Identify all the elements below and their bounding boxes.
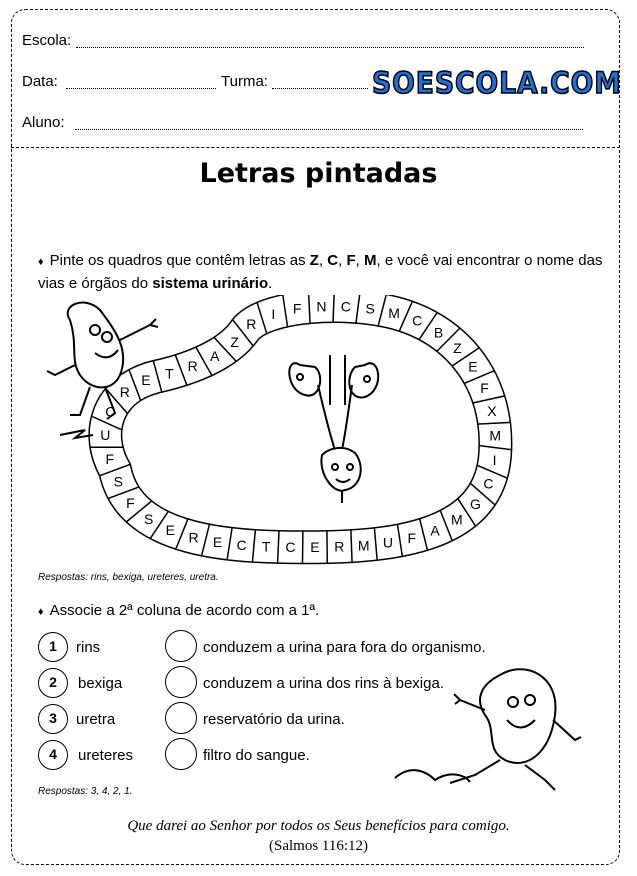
page-title: Letras pintadas — [199, 158, 438, 189]
track-letter[interactable]: E — [212, 534, 223, 551]
track-letter[interactable]: S — [365, 300, 375, 317]
answer-circle-2[interactable] — [165, 666, 197, 698]
urinary-system-drawing-icon — [289, 355, 378, 503]
definition-2: conduzem a urina dos rins à bexiga. — [203, 675, 444, 692]
track-letter[interactable]: X — [487, 403, 497, 420]
track-letter[interactable]: F — [105, 450, 115, 467]
date-field[interactable] — [66, 88, 216, 89]
exercise2-answers: Respostas: 3, 4, 2, 1. — [38, 786, 133, 797]
letter-track-puzzle — [0, 295, 637, 570]
track-inner — [105, 306, 495, 547]
instr-part-10: . — [268, 275, 273, 292]
track-letter[interactable]: T — [165, 365, 174, 382]
class-label: Turma: — [221, 73, 268, 90]
track-letter[interactable]: E — [165, 522, 176, 539]
answer-circle-4[interactable] — [165, 738, 197, 770]
header-divider — [11, 147, 620, 148]
track-letter[interactable]: E — [310, 539, 320, 556]
track-letter[interactable]: E — [141, 371, 151, 388]
track-letter[interactable]: M — [388, 304, 400, 321]
track-letter[interactable]: F — [126, 494, 135, 511]
school-field[interactable] — [76, 47, 584, 48]
track-letter[interactable]: N — [316, 298, 327, 315]
running-kidney-icon — [385, 660, 610, 800]
track-letter[interactable]: R — [188, 529, 199, 546]
track-letter[interactable]: U — [100, 427, 111, 444]
track-letter[interactable]: R — [119, 384, 130, 401]
answer-circle-3[interactable] — [165, 702, 197, 734]
number-circle-3: 3 — [38, 704, 68, 734]
track-letter[interactable]: C — [412, 312, 423, 329]
track-letter[interactable]: C — [105, 403, 116, 420]
track-letter[interactable]: C — [285, 539, 296, 556]
term-uretra: uretra — [76, 711, 116, 728]
track-letter[interactable]: T — [261, 538, 271, 555]
site-logo: SOESCOLA.COM — [372, 66, 622, 100]
track-letter[interactable]: I — [271, 305, 276, 322]
letter-c: C — [327, 252, 339, 269]
instr-part-4: , — [338, 252, 347, 269]
exercise2-text: Associe a 2ª coluna de acordo com a 1ª. — [49, 602, 320, 619]
exercise1-answers: Respostas: rins, bexiga, ureteres, uretra. — [38, 572, 219, 583]
track-letter[interactable]: B — [433, 324, 444, 341]
track-letter[interactable]: F — [407, 529, 417, 546]
track-letter[interactable]: F — [292, 300, 302, 317]
student-label: Aluno: — [22, 114, 65, 131]
bullet-icon: ♦ — [38, 256, 44, 268]
term-urinary-system: sistema urinário — [152, 275, 269, 292]
term-rins: rins — [76, 639, 101, 656]
class-field[interactable] — [272, 88, 368, 89]
number-circle-4: 4 — [38, 740, 68, 770]
instr-part-8: , e você vai encontrar o nome das vias e órgãos do — [38, 252, 603, 292]
number-circle-1: 1 — [38, 632, 68, 662]
date-label: Data: — [22, 73, 58, 90]
track-letter[interactable]: M — [451, 511, 463, 528]
track-letter[interactable]: E — [468, 358, 478, 375]
definition-1: conduzem a urina para fora do organismo. — [203, 639, 486, 656]
answer-circle-1[interactable] — [165, 630, 197, 662]
student-field[interactable] — [75, 129, 583, 130]
track-letter[interactable]: Z — [453, 339, 462, 356]
bible-quote: Que darei ao Senhor por todos os Seus benefícios para comigo. — [127, 818, 510, 834]
track-letter[interactable]: G — [469, 495, 481, 512]
bullet-icon: ♦ — [38, 606, 44, 618]
track-letter[interactable]: M — [357, 537, 370, 554]
track-letter[interactable]: C — [340, 298, 351, 315]
bible-reference: (Salmos 116:12) — [268, 838, 369, 854]
track-letter[interactable]: R — [246, 316, 257, 333]
track-letter[interactable]: R — [187, 358, 198, 375]
exercise2-instruction — [38, 600, 613, 623]
instr-part-2: , — [318, 252, 328, 269]
definition-4: filtro do sangue. — [203, 747, 310, 764]
track-letter[interactable]: C — [236, 536, 247, 553]
track-letter[interactable]: A — [430, 522, 440, 539]
letter-z: Z — [309, 252, 319, 269]
letter-f: F — [346, 252, 356, 269]
letter-m: M — [364, 252, 377, 269]
track-letter[interactable]: C — [483, 475, 494, 492]
school-label: Escola: — [22, 32, 72, 49]
term-bexiga: bexiga — [78, 675, 123, 692]
definition-3: reservatório da urina. — [203, 711, 345, 728]
track-letter[interactable]: F — [480, 380, 489, 397]
term-ureteres: ureteres — [78, 747, 134, 764]
number-circle-2: 2 — [38, 668, 68, 698]
instr-part-0: Pinte os quadros que contêm letras as — [49, 252, 310, 269]
exercise1-instruction — [38, 250, 613, 294]
instr-part-6: , — [355, 252, 364, 269]
track-letter[interactable]: I — [492, 451, 497, 468]
track-letter[interactable]: M — [489, 427, 502, 444]
track-letter[interactable]: A — [210, 347, 220, 364]
track-letter[interactable]: U — [382, 534, 393, 551]
track-letter[interactable]: S — [143, 510, 154, 527]
track-letter[interactable]: S — [113, 473, 124, 490]
track-letter[interactable]: R — [334, 538, 345, 555]
track-letter[interactable]: Z — [230, 333, 239, 350]
